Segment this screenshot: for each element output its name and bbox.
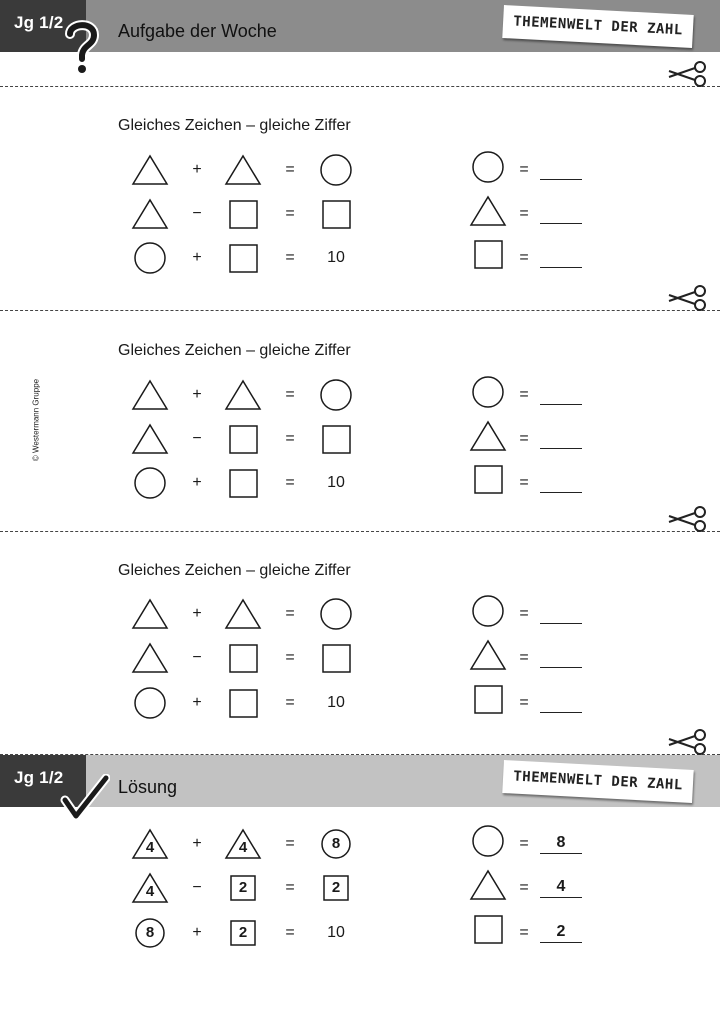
triangle-shape [130,638,170,678]
equals-sign: = [285,430,295,447]
page-title: Aufgabe der Woche [118,21,277,41]
triangle-shape [468,419,508,459]
triangle-shape [130,594,170,634]
cut-line [0,531,720,532]
scissors-icon [667,729,709,755]
solution-row [0,868,720,908]
brand-label: THEMENWELT DER ZAHL [502,5,693,48]
equals-sign: = [519,649,529,666]
triangle-shape [468,638,508,678]
square-shape [468,463,508,503]
square-shape [223,683,263,723]
exercise-title: Gleiches Zeichen – gleiche Ziffer [118,117,351,134]
answer-blank[interactable] [540,638,582,668]
equals-sign: = [519,474,529,491]
equation-row [0,463,720,503]
triangle-shape [130,824,170,864]
answer-blank[interactable] [540,375,582,405]
triangle-shape [130,375,170,415]
equals-sign: = [285,835,295,852]
result-value: 10 [327,474,345,491]
answer-blank[interactable] [540,419,582,449]
equation-row [0,238,720,278]
scissors-icon [667,61,709,87]
triangle-value: 4 [145,839,155,856]
equals-sign: = [285,249,295,266]
minus-sign: − [192,879,202,896]
answer-filled: 2 [540,913,582,943]
triangle-value: 4 [238,839,248,856]
grade-label: Jg 1/2 [14,13,64,32]
minus-sign: − [192,430,202,447]
equals-sign: = [285,161,295,178]
triangle-shape [223,824,263,864]
triangle-shape [130,419,170,459]
answer-filled: 8 [540,824,582,854]
triangle-value: 4 [145,883,155,900]
square-shape [316,868,356,908]
triangle-shape [130,150,170,190]
equation-row [0,194,720,234]
grade-label: Jg 1/2 [14,768,64,787]
square-shape [316,194,356,234]
square-value: 2 [238,924,248,941]
triangle-shape [468,868,508,908]
square-shape [223,419,263,459]
circle-shape [316,375,356,415]
result-value: 10 [327,694,345,711]
solution-title: Lösung [118,777,178,797]
answer-blank[interactable] [540,194,582,224]
equals-sign: = [285,649,295,666]
equals-sign: = [519,879,529,896]
equals-sign: = [285,879,295,896]
exercise-title: Gleiches Zeichen – gleiche Ziffer [118,342,351,359]
triangle-shape [223,594,263,634]
equals-sign: = [519,386,529,403]
plus-sign: + [192,924,202,941]
circle-shape [316,824,356,864]
equation-row [0,419,720,459]
circle-shape [316,594,356,634]
plus-sign: + [192,605,202,622]
circle-shape [130,913,170,953]
circle-shape [468,150,508,190]
brand-label: THEMENWELT DER ZAHL [502,760,693,803]
header-band [0,0,720,52]
exercise-title: Gleiches Zeichen – gleiche Ziffer [118,562,351,579]
copyright-note: © Westermann Gruppe [31,378,41,462]
square-shape [468,238,508,278]
answer-filled: 4 [540,868,582,898]
triangle-shape [468,194,508,234]
answer-blank[interactable] [540,463,582,493]
equals-sign: = [519,835,529,852]
equals-sign: = [519,605,529,622]
minus-sign: − [192,649,202,666]
equals-sign: = [519,205,529,222]
solution-row [0,913,720,953]
equation-row [0,683,720,723]
equals-sign: = [519,694,529,711]
equals-sign: = [519,161,529,178]
scissors-icon [667,285,709,311]
circle-shape [130,683,170,723]
answer-blank[interactable] [540,683,582,713]
square-shape [223,463,263,503]
square-shape [468,683,508,723]
plus-sign: + [192,835,202,852]
answer-blank[interactable] [540,238,582,268]
circle-value: 8 [331,835,341,852]
square-shape [223,638,263,678]
square-shape [468,913,508,953]
equation-row [0,594,720,634]
square-value: 2 [331,879,341,896]
answer-blank[interactable] [540,594,582,624]
result-value: 10 [327,924,345,941]
square-shape [223,913,263,953]
equals-sign: = [285,205,295,222]
solution-row [0,824,720,864]
equals-sign: = [519,249,529,266]
cut-line [0,310,720,311]
scissors-icon [667,506,709,532]
square-shape [223,194,263,234]
equals-sign: = [285,694,295,711]
circle-shape [130,238,170,278]
triangle-shape [223,375,263,415]
result-value: 10 [327,249,345,266]
equals-sign: = [519,924,529,941]
equation-row [0,375,720,415]
triangle-shape [130,868,170,908]
cut-line [0,86,720,87]
circle-value: 8 [145,924,155,941]
equals-sign: = [285,605,295,622]
plus-sign: + [192,694,202,711]
square-shape [223,868,263,908]
square-shape [316,638,356,678]
square-shape [223,238,263,278]
equation-row [0,150,720,190]
answer-blank[interactable] [540,150,582,180]
square-value: 2 [238,879,248,896]
circle-shape [316,150,356,190]
circle-shape [468,375,508,415]
circle-shape [468,824,508,864]
equals-sign: = [519,430,529,447]
equals-sign: = [285,386,295,403]
equals-sign: = [285,924,295,941]
square-shape [316,419,356,459]
circle-shape [468,594,508,634]
triangle-shape [130,194,170,234]
triangle-shape [223,150,263,190]
minus-sign: − [192,205,202,222]
question-mark-icon [62,18,102,76]
equals-sign: = [285,474,295,491]
plus-sign: + [192,249,202,266]
circle-shape [130,463,170,503]
equation-row [0,638,720,678]
plus-sign: + [192,474,202,491]
plus-sign: + [192,161,202,178]
checkmark-icon [60,774,110,822]
plus-sign: + [192,386,202,403]
